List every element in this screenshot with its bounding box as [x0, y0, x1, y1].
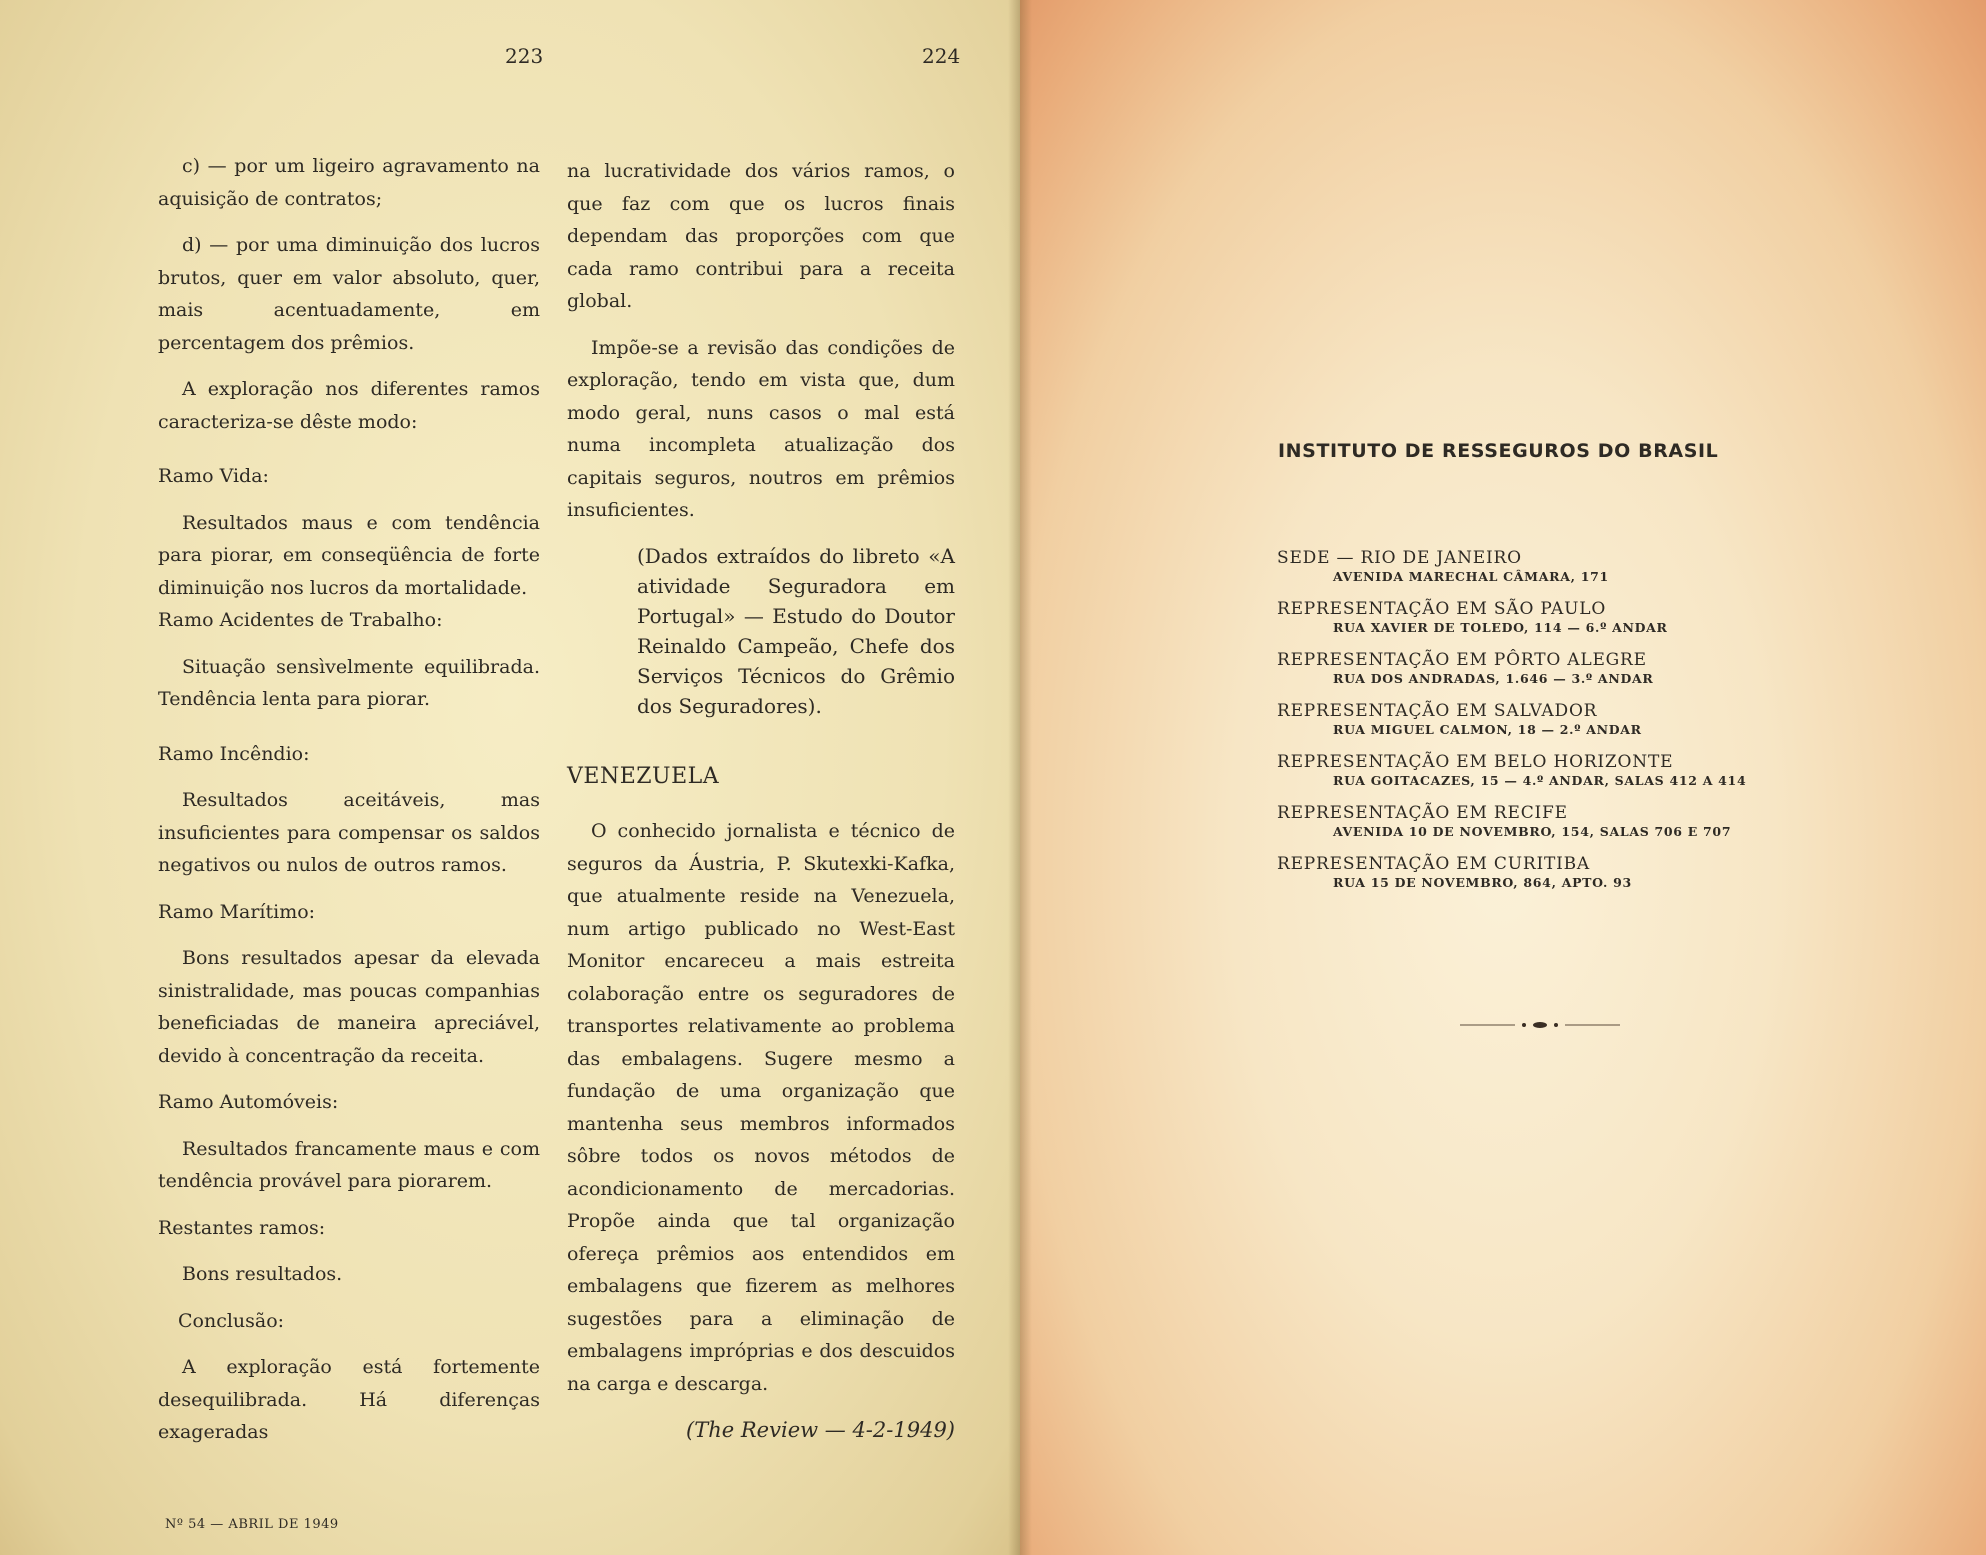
- office-address: AVENIDA 10 DE NOVEMBRO, 154, SALAS 706 E 707: [1333, 824, 1732, 839]
- office-address: AVENIDA MARECHAL CÂMARA, 171: [1333, 569, 1609, 584]
- office-name: REPRESENTAÇÃO EM PÔRTO ALEGRE: [1277, 650, 1647, 670]
- institute-title: INSTITUTO DE RESSEGUROS DO BRASIL: [1278, 440, 1719, 462]
- book-spine: [1008, 0, 1032, 1555]
- issue-footer: Nº 54 — ABRIL DE 1949: [165, 1517, 339, 1532]
- office-name: REPRESENTAÇÃO EM CURITIBA: [1277, 854, 1590, 874]
- section-heading: Ramo Incêndio:: [158, 742, 310, 765]
- paragraph: Situação sensìvelmente equilibrada. Tendência lenta para piorar.: [158, 655, 540, 710]
- office-name: REPRESENTAÇÃO EM SÃO PAULO: [1277, 599, 1607, 619]
- section-heading: Conclusão:: [178, 1309, 285, 1332]
- section-title: VENEZUELA: [567, 763, 720, 789]
- citation: (The Review — 4-2-1949): [686, 1418, 955, 1442]
- office-entry: [1277, 599, 1837, 636]
- office-entry: [1277, 650, 1837, 687]
- office-name: REPRESENTAÇÃO EM SALVADOR: [1277, 701, 1598, 721]
- paragraph: Resultados maus e com tendência para piorar, em conseqüência de forte diminuição nos lucros da mortalidade.: [158, 511, 540, 599]
- office-name: REPRESENTAÇÃO EM RECIFE: [1277, 803, 1568, 823]
- office-entry: [1277, 803, 1837, 840]
- paragraph: na lucratividade dos vários ramos, o que faz com que os lucros finais dependam das proporções com que cada ramo contribui para a receita global.: [567, 160, 955, 312]
- office-entry: [1277, 752, 1837, 789]
- office-entry: [1277, 854, 1837, 891]
- office-name: SEDE — RIO DE JANEIRO: [1277, 548, 1522, 568]
- office-address: RUA DOS ANDRADAS, 1.646 — 3.º ANDAR: [1333, 671, 1654, 686]
- page-number-middle: 224: [922, 44, 961, 68]
- office-address: RUA GOITACAZES, 15 — 4.º ANDAR, SALAS 412 A 414: [1333, 773, 1747, 788]
- office-name: REPRESENTAÇÃO EM BELO HORIZONTE: [1277, 752, 1674, 772]
- office-address: RUA XAVIER DE TOLEDO, 114 — 6.º ANDAR: [1333, 620, 1668, 635]
- section-heading: Ramo Automóveis:: [158, 1091, 339, 1113]
- paragraph: Resultados aceitáveis, mas insuficientes para compensar os saldos negativos ou nulos de outros ramos.: [158, 789, 540, 876]
- page-number-left: 223: [505, 44, 544, 68]
- office-entry: [1277, 701, 1837, 738]
- source-note: (Dados extraídos do libreto «A atividade Seguradora em Portugal» — Estudo do Doutor Reinaldo Campeão, Chefe dos Serviços Técnicos do Grêmio dos Seguradores).: [637, 543, 955, 718]
- paragraph: c) — por um ligeiro agravamento na aquisição de contratos;: [158, 155, 540, 210]
- paragraph: Bons resultados.: [182, 1263, 343, 1285]
- paragraph: A exploração nos diferentes ramos caracteriza-se dêste modo:: [158, 378, 540, 433]
- office-list: [1277, 548, 1837, 905]
- paragraph: d) — por uma diminuição dos lucros brutos, quer em valor absoluto, quer, mais acentuadamente, em percentagem dos prêmios.: [158, 234, 540, 354]
- paragraph: A exploração está fortemente desequilibrada. Há diferenças exageradas: [158, 1356, 540, 1443]
- ornament-divider-icon: [1460, 1018, 1620, 1032]
- paragraph: O conhecido jornalista e técnico de seguros da Áustria, P. Skutexki-Kafka, que atualmente reside na Venezuela, num artigo publicado no West-East Monitor encareceu a mais estreita colaboração entre os seguradores de transportes relativamente ao problema das embalagens. Sugere mesmo a fundação de uma organização que mantenha seus membros informados sôbre todos os novos métodos de acondicionamento de mercadorias. Propõe ainda que tal organização ofereça prêmios aos entendidos em embalagens que fizerem as melhores sugestões para a eliminação de embalagens impróprias e dos descuidos na carga e descarga.: [567, 820, 955, 1395]
- left-column: [158, 150, 540, 1449]
- office-address: RUA 15 DE NOVEMBRO, 864, APTO. 93: [1333, 875, 1632, 890]
- paragraph: Bons resultados apesar da elevada sinistralidade, mas poucas companhias beneficiadas de maneira apreciável, devido à concentração da receita.: [158, 947, 540, 1067]
- paragraph: Impõe-se a revisão das condições de exploração, tendo em vista que, dum modo geral, nuns casos o mal está numa incompleta atualização dos capitais seguros, noutros em prêmios insuficientes.: [567, 336, 955, 521]
- section-heading: Restantes ramos:: [158, 1216, 326, 1239]
- section-heading: Ramo Acidentes de Trabalho:: [158, 609, 443, 631]
- section-heading: Ramo Vida:: [158, 465, 269, 487]
- middle-column: [567, 155, 955, 1447]
- office-address: RUA MIGUEL CALMON, 18 — 2.º ANDAR: [1333, 722, 1642, 737]
- office-entry: [1277, 548, 1837, 585]
- paragraph: Resultados francamente maus e com tendência provável para piorarem.: [158, 1137, 540, 1192]
- section-heading: Ramo Marítimo:: [158, 900, 316, 923]
